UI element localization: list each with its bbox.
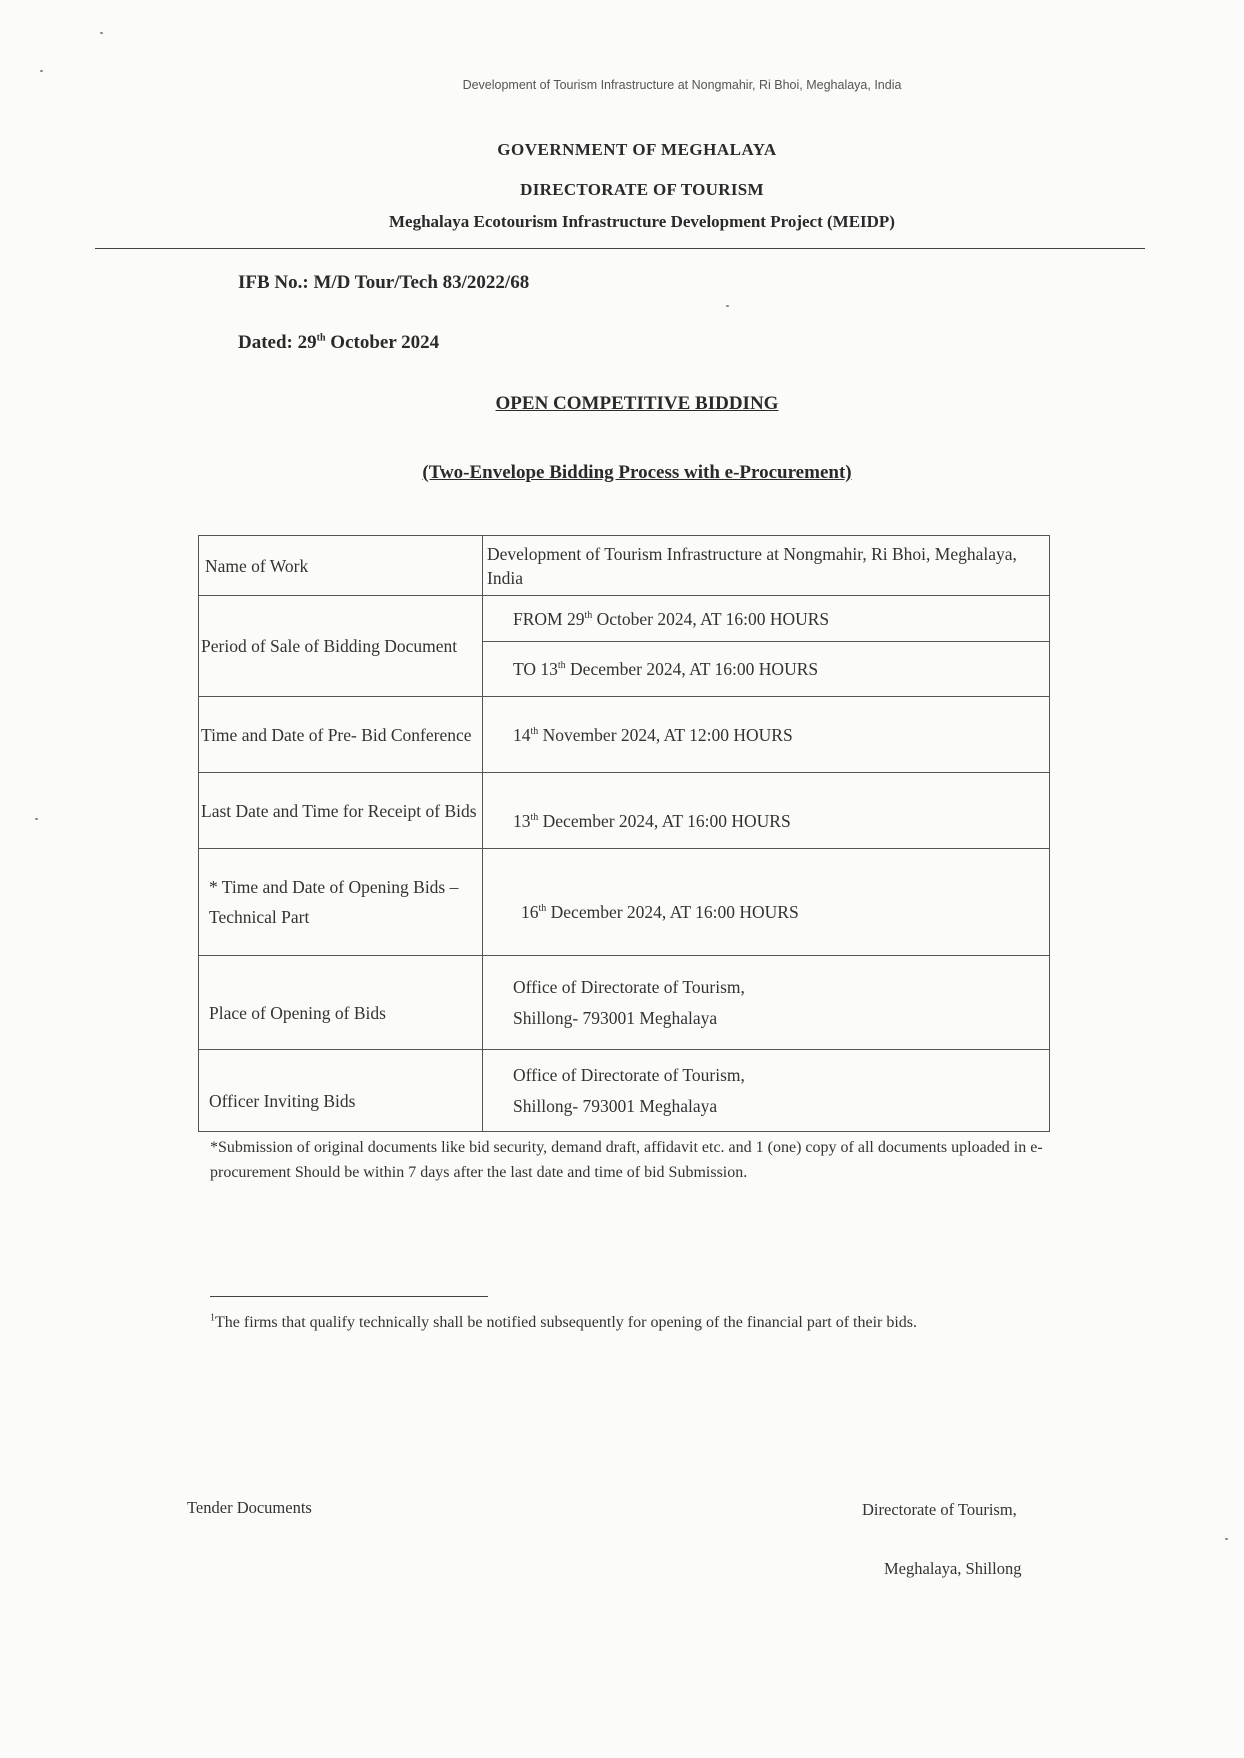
sale-period-label: Period of Sale of Bidding Document xyxy=(199,596,483,697)
directorate-title: DIRECTORATE OF TOURISM xyxy=(520,180,764,199)
table-row xyxy=(199,956,1050,1050)
sale-period-from: FROM 29th October 2024, AT 16:00 HOURS xyxy=(483,596,1050,642)
bidding-subheading: (Two-Envelope Bidding Process with e-Procurement) xyxy=(422,462,852,483)
ifb-number: IFB No.: M/D Tour/Tech 83/2022/68 xyxy=(238,272,530,293)
place-value: Office of Directorate of Tourism, Shillong- 793001 Meghalaya xyxy=(483,956,1050,1050)
officer-label: Officer Inviting Bids xyxy=(199,1050,483,1132)
footer-left: Tender Documents xyxy=(187,1498,312,1517)
opening-value: 16th December 2024, AT 16:00 HOURS xyxy=(483,849,1050,956)
pre-bid-label: Time and Date of Pre- Bid Conference xyxy=(199,697,483,773)
submission-note: *Submission of original documents like bid security, demand draft, affidavit etc. and 1 (one) copy of all documents uploaded in e-procurement Should be within 7 days after the last date and time of bid Submission. xyxy=(210,1139,1043,1181)
footer-right-line2: Meghalaya, Shillong xyxy=(884,1559,1022,1578)
scan-speck xyxy=(1225,1538,1228,1540)
footnote-divider xyxy=(210,1296,488,1297)
project-title: Meghalaya Ecotourism Infrastructure Development Project (MEIDP) xyxy=(389,212,895,231)
table-row xyxy=(199,697,1050,773)
receipt-label: Last Date and Time for Receipt of Bids xyxy=(199,773,483,849)
table-row xyxy=(199,773,1050,849)
scan-speck xyxy=(100,32,103,34)
table-row xyxy=(199,1050,1050,1132)
officer-value: Office of Directorate of Tourism, Shillong- 793001 Meghalaya xyxy=(483,1050,1050,1132)
receipt-value: 13th December 2024, AT 16:00 HOURS xyxy=(483,773,1050,849)
running-header: Development of Tourism Infrastructure at Nongmahir, Ri Bhoi, Meghalaya, India xyxy=(462,78,902,92)
pre-bid-value: 14th November 2024, AT 12:00 HOURS xyxy=(483,697,1050,773)
scan-speck xyxy=(726,305,729,307)
bid-details-table xyxy=(198,535,1050,1132)
scan-speck xyxy=(35,818,38,820)
scan-speck xyxy=(40,70,43,72)
table-row xyxy=(199,536,1050,596)
government-title: GOVERNMENT OF MEGHALAYA xyxy=(497,140,777,159)
name-of-work-value: Development of Tourism Infrastructure at Nongmahir, Ri Bhoi, Meghalaya, India xyxy=(483,536,1050,596)
bidding-heading: OPEN COMPETITIVE BIDDING xyxy=(495,393,779,414)
sale-period-to: TO 13th December 2024, AT 16:00 HOURS xyxy=(483,642,1050,697)
footer-right-line1: Directorate of Tourism, xyxy=(862,1500,1017,1519)
table-row xyxy=(199,849,1050,956)
place-label: Place of Opening of Bids xyxy=(199,956,483,1050)
header-divider xyxy=(95,248,1145,249)
table-row xyxy=(199,596,1050,642)
name-of-work-label: Name of Work xyxy=(199,536,483,596)
opening-label: * Time and Date of Opening Bids – Technical Part xyxy=(199,849,483,956)
footnote: $^1$The firms that qualify technically shall be notified subsequently for opening of the financial part of their bids. xyxy=(210,1312,918,1331)
dated-line: Dated: 29th October 2024 xyxy=(238,332,440,353)
